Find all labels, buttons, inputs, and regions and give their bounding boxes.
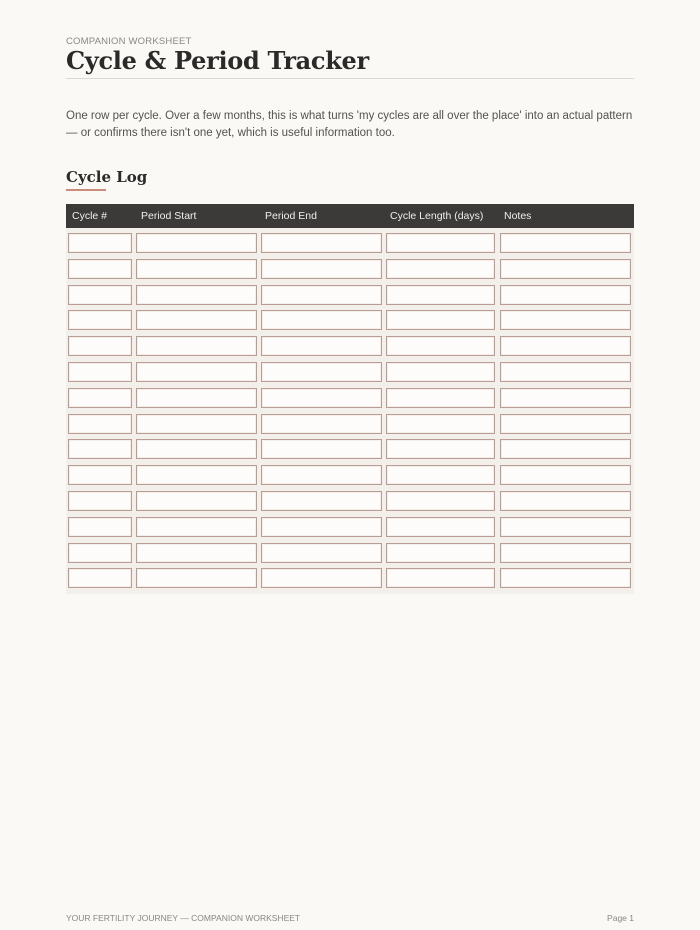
notes-field[interactable] — [500, 362, 631, 382]
cycle-number-field[interactable] — [68, 465, 132, 485]
period-start-field[interactable] — [136, 414, 257, 434]
period-end-field[interactable] — [261, 568, 382, 588]
period-start-field[interactable] — [136, 285, 257, 305]
cycle-length-field[interactable] — [386, 517, 495, 537]
table-row — [66, 566, 634, 592]
cycle-number-field[interactable] — [68, 543, 132, 563]
notes-field[interactable] — [500, 491, 631, 511]
section-underline — [66, 189, 106, 191]
period-start-field[interactable] — [136, 362, 257, 382]
cycle-length-field[interactable] — [386, 543, 495, 563]
cycle-number-field[interactable] — [68, 285, 132, 305]
period-end-field[interactable] — [261, 362, 382, 382]
period-start-field[interactable] — [136, 259, 257, 279]
column-header-cycle-length: Cycle Length (days) — [390, 210, 484, 222]
cycle-number-field[interactable] — [68, 414, 132, 434]
notes-field[interactable] — [500, 414, 631, 434]
period-end-field[interactable] — [261, 439, 382, 459]
notes-field[interactable] — [500, 388, 631, 408]
page-number: Page 1 — [607, 913, 634, 923]
period-end-field[interactable] — [261, 465, 382, 485]
period-start-field[interactable] — [136, 491, 257, 511]
cycle-length-field[interactable] — [386, 362, 495, 382]
notes-field[interactable] — [500, 259, 631, 279]
table-row — [66, 541, 634, 567]
period-end-field[interactable] — [261, 310, 382, 330]
cycle-length-field[interactable] — [386, 465, 495, 485]
table-row — [66, 283, 634, 309]
cycle-number-field[interactable] — [68, 233, 132, 253]
header-divider — [66, 78, 634, 79]
cycle-length-field[interactable] — [386, 388, 495, 408]
worksheet-eyebrow: COMPANION WORKSHEET — [66, 36, 192, 47]
cycle-number-field[interactable] — [68, 336, 132, 356]
cycle-log-table — [66, 204, 634, 594]
period-end-field[interactable] — [261, 233, 382, 253]
cycle-length-field[interactable] — [386, 310, 495, 330]
period-end-field[interactable] — [261, 491, 382, 511]
cycle-length-field[interactable] — [386, 259, 495, 279]
notes-field[interactable] — [500, 543, 631, 563]
table-row — [66, 360, 634, 386]
cycle-number-field[interactable] — [68, 568, 132, 588]
cycle-number-field[interactable] — [68, 439, 132, 459]
period-end-field[interactable] — [261, 543, 382, 563]
column-header-period-start: Period Start — [141, 210, 197, 222]
period-start-field[interactable] — [136, 310, 257, 330]
table-row — [66, 308, 634, 334]
cycle-length-field[interactable] — [386, 414, 495, 434]
notes-field[interactable] — [500, 233, 631, 253]
period-end-field[interactable] — [261, 285, 382, 305]
intro-paragraph: One row per cycle. Over a few months, this is what turns 'my cycles are all over the place' into an actual pattern — or confirms there isn't one yet, which is useful information too. — [66, 110, 633, 139]
cycle-number-field[interactable] — [68, 517, 132, 537]
table-row — [66, 437, 634, 463]
cycle-number-field[interactable] — [68, 310, 132, 330]
column-header-notes: Notes — [504, 210, 532, 222]
table-row — [66, 257, 634, 283]
table-row — [66, 489, 634, 515]
cycle-length-field[interactable] — [386, 336, 495, 356]
period-end-field[interactable] — [261, 414, 382, 434]
table-row — [66, 386, 634, 412]
period-start-field[interactable] — [136, 233, 257, 253]
notes-field[interactable] — [500, 336, 631, 356]
cycle-length-field[interactable] — [386, 233, 495, 253]
cycle-length-field[interactable] — [386, 491, 495, 511]
table-row — [66, 231, 634, 257]
period-start-field[interactable] — [136, 568, 257, 588]
notes-field[interactable] — [500, 465, 631, 485]
cycle-number-field[interactable] — [68, 388, 132, 408]
notes-field[interactable] — [500, 310, 631, 330]
notes-field[interactable] — [500, 568, 631, 588]
table-header — [66, 204, 634, 228]
period-start-field[interactable] — [136, 465, 257, 485]
period-start-field[interactable] — [136, 439, 257, 459]
period-end-field[interactable] — [261, 388, 382, 408]
cycle-length-field[interactable] — [386, 285, 495, 305]
notes-field[interactable] — [500, 285, 631, 305]
table-row — [66, 334, 634, 360]
period-end-field[interactable] — [261, 517, 382, 537]
table-row — [66, 515, 634, 541]
section-title: Cycle Log — [66, 168, 148, 186]
cycle-number-field[interactable] — [68, 259, 132, 279]
period-start-field[interactable] — [136, 543, 257, 563]
period-end-field[interactable] — [261, 336, 382, 356]
page-header — [66, 36, 634, 75]
table-row — [66, 412, 634, 438]
period-start-field[interactable] — [136, 388, 257, 408]
column-header-period-end: Period End — [265, 210, 317, 222]
column-header-cycle-number: Cycle # — [72, 210, 108, 222]
cycle-length-field[interactable] — [386, 568, 495, 588]
table-body — [66, 228, 634, 594]
period-end-field[interactable] — [261, 259, 382, 279]
cycle-number-field[interactable] — [68, 491, 132, 511]
period-start-field[interactable] — [136, 517, 257, 537]
period-start-field[interactable] — [136, 336, 257, 356]
notes-field[interactable] — [500, 517, 631, 537]
cycle-length-field[interactable] — [386, 439, 495, 459]
footer-title: YOUR FERTILITY JOURNEY — COMPANION WORKSHEET — [66, 913, 301, 923]
page-title: Cycle & Period Tracker — [66, 46, 369, 75]
notes-field[interactable] — [500, 439, 631, 459]
cycle-number-field[interactable] — [68, 362, 132, 382]
table-row — [66, 463, 634, 489]
